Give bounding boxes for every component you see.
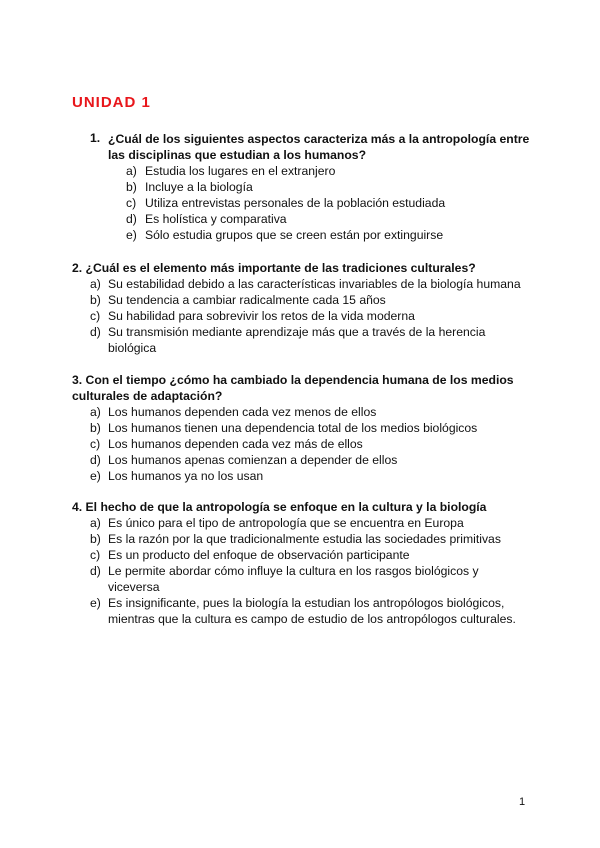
option-letter: c) [90, 309, 101, 323]
option-letter: c) [90, 548, 101, 562]
option-c [90, 547, 530, 563]
option-letter: b) [90, 421, 101, 435]
option-c [90, 436, 530, 452]
option-letter: e) [126, 228, 137, 242]
option-b [90, 420, 530, 436]
option-d [126, 211, 530, 227]
option-text: Su transmisión mediante aprendizaje más que a través de la herencia biológica [108, 325, 486, 355]
option-letter: d) [90, 564, 101, 578]
option-text: Es insignificante, pues la biología la estudian los antropólogos biológicos, mientras que la cultura es campo de estudio de los antropólogos culturales. [108, 596, 516, 626]
option-text: Utiliza entrevistas personales de la población estudiada [145, 196, 446, 210]
option-letter: b) [126, 180, 137, 194]
question-number: 1. [90, 131, 101, 145]
option-text: Los humanos ya no los usan [108, 469, 264, 483]
unit-title: UNIDAD 1 [72, 94, 151, 111]
option-letter: d) [90, 325, 101, 339]
question-1 [90, 131, 530, 243]
option-text: Sólo estudia grupos que se creen están por extinguirse [145, 228, 444, 242]
option-letter: d) [126, 212, 137, 226]
option-letter: c) [90, 437, 101, 451]
option-letter: e) [90, 469, 101, 483]
options-list [90, 404, 530, 484]
option-text: Le permite abordar cómo influye la cultura en los rasgos biológicos y viceversa [108, 564, 479, 594]
option-text: Los humanos dependen cada vez menos de ellos [108, 405, 377, 419]
option-text: Su estabilidad debido a las características invariables de la biología humana [108, 277, 521, 291]
option-text: Los humanos apenas comienzan a depender de ellos [108, 453, 398, 467]
page-number: 1 [519, 796, 526, 808]
option-text: Estudia los lugares en el extranjero [145, 164, 336, 178]
option-c [90, 308, 530, 324]
option-letter: d) [90, 453, 101, 467]
options-list [126, 163, 530, 243]
option-text: Es un producto del enfoque de observación participante [108, 548, 410, 562]
option-letter: c) [126, 196, 137, 210]
option-e [90, 595, 530, 627]
option-letter: a) [90, 277, 101, 291]
option-c [126, 195, 530, 211]
question-text: 3. Con el tiempo ¿cómo ha cambiado la dependencia humana de los medios culturales de adaptación? [72, 373, 514, 403]
option-b [90, 531, 530, 547]
option-text: Incluye a la biología [145, 180, 253, 194]
option-letter: e) [90, 596, 101, 610]
option-letter: a) [90, 516, 101, 530]
option-letter: b) [90, 293, 101, 307]
question-text: 2. ¿Cuál es el elemento más importante de las tradiciones culturales? [72, 261, 476, 275]
option-text: Su habilidad para sobrevivir los retos de la vida moderna [108, 309, 415, 323]
option-text: Los humanos dependen cada vez más de ellos [108, 437, 363, 451]
option-d [90, 324, 530, 356]
option-e [90, 468, 530, 484]
options-list [90, 276, 530, 356]
option-letter: a) [90, 405, 101, 419]
option-a [126, 163, 530, 179]
option-e [126, 227, 530, 243]
option-b [126, 179, 530, 195]
option-b [90, 292, 530, 308]
option-d [90, 452, 530, 468]
options-list [90, 515, 530, 627]
question-2 [72, 260, 530, 356]
option-a [90, 276, 530, 292]
option-text: Es holística y comparativa [145, 212, 287, 226]
option-a [90, 515, 530, 531]
option-a [90, 404, 530, 420]
question-text: ¿Cuál de los siguientes aspectos caracteriza más a la antropología entre las disciplinas que estudian a los humanos? [108, 132, 530, 162]
option-d [90, 563, 530, 595]
option-text: Es la razón por la que tradicionalmente estudia las sociedades primitivas [108, 532, 501, 546]
option-text: Los humanos tienen una dependencia total de los medios biológicos [108, 421, 478, 435]
option-letter: b) [90, 532, 101, 546]
option-text: Es único para el tipo de antropología que se encuentra en Europa [108, 516, 464, 530]
question-3 [72, 372, 530, 484]
question-4 [72, 499, 530, 627]
option-text: Su tendencia a cambiar radicalmente cada 15 años [108, 293, 386, 307]
question-text: 4. El hecho de que la antropología se enfoque en la cultura y la biología [72, 500, 487, 514]
option-letter: a) [126, 164, 137, 178]
